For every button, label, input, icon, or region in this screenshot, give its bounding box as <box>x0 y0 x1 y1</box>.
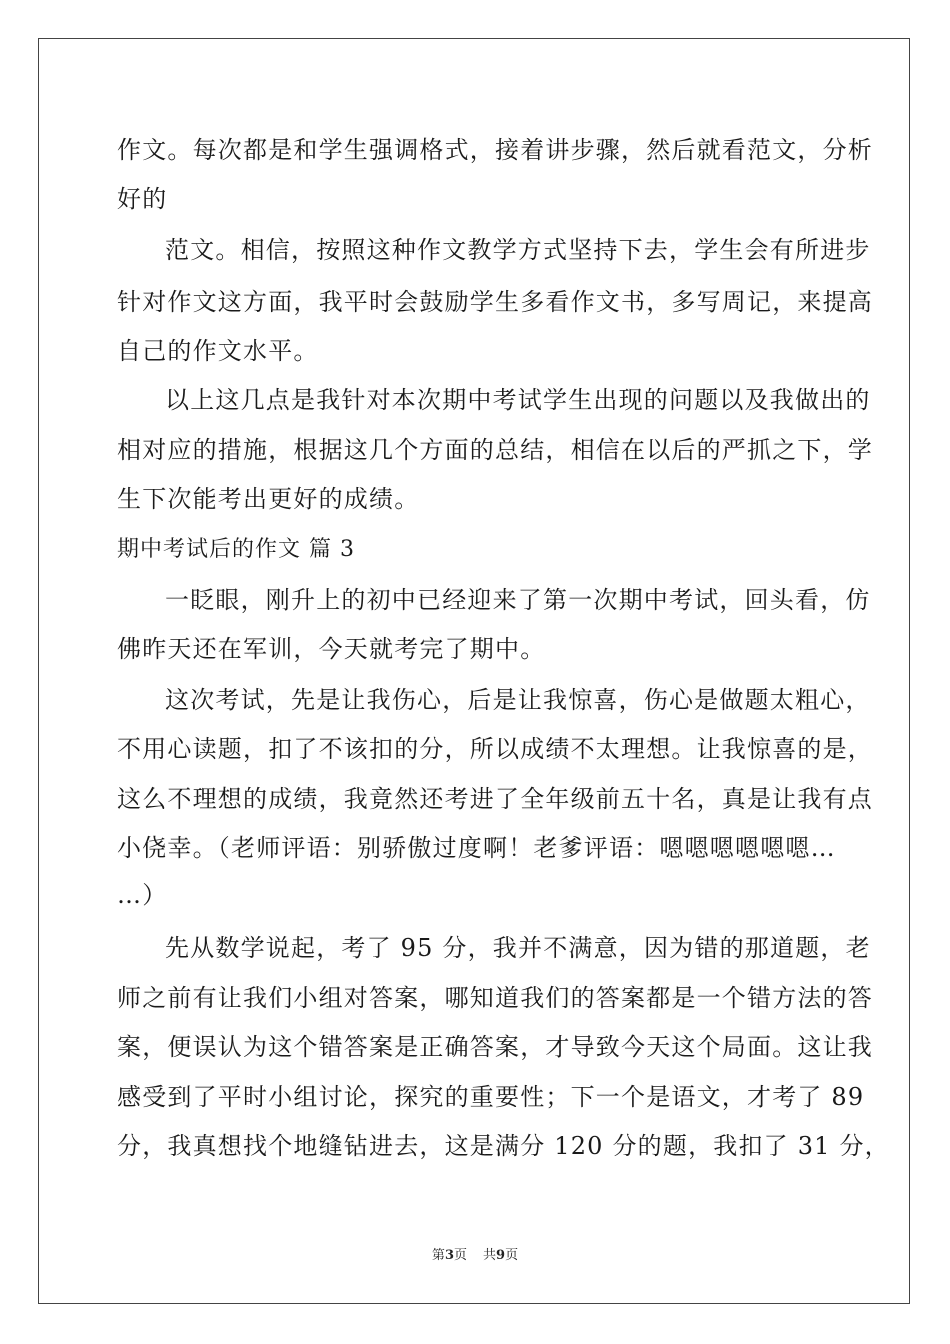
paragraph-line: 以上这几点是我针对本次期中考试学生出现的问题以及我做出的 <box>165 386 871 414</box>
text-line: 感受到了平时小组讨论，探究的重要性；下一个是语文，才考了 89 <box>117 1083 865 1111</box>
text-line: 好的 <box>117 185 168 213</box>
paragraph-line: 一眨眼，刚升上的初中已经迎来了第一次期中考试，回头看，仿 <box>165 586 871 614</box>
text-line: …） <box>117 881 168 909</box>
page-border <box>38 38 910 1304</box>
text-line: 这么不理想的成绩，我竟然还考进了全年级前五十名，真是让我有点 <box>117 785 873 813</box>
section-heading: 期中考试后的作文 篇 3 <box>117 537 355 562</box>
page-number: 第3页 <box>431 1248 467 1263</box>
paragraph-line: 这次考试，先是让我伤心，后是让我惊喜，伤心是做题太粗心， <box>165 686 871 714</box>
text-line: 小侥幸。（老师评语：别骄傲过度啊！老爹评语：嗯嗯嗯嗯嗯嗯… <box>117 834 836 862</box>
paragraph-line: 先从数学说起，考了 95 分，我并不满意，因为错的那道题，老 <box>165 934 871 962</box>
text-line: 不用心读题，扣了不该扣的分，所以成绩不太理想。让我惊喜的是， <box>117 735 873 763</box>
text-line: 佛昨天还在军训，今天就考完了期中。 <box>117 635 546 663</box>
text-line: 针对作文这方面，我平时会鼓励学生多看作文书，多写周记，来提高 <box>117 288 873 316</box>
page-footer <box>0 1247 950 1265</box>
text-line: 相对应的措施，根据这几个方面的总结，相信在以后的严抓之下，学 <box>117 436 873 464</box>
paragraph-line: 范文。相信，按照这种作文教学方式坚持下去，学生会有所进步 <box>165 236 871 264</box>
text-line: 分，我真想找个地缝钻进去，这是满分 120 分的题，我扣了 31 分， <box>117 1132 890 1160</box>
text-line: 自己的作文水平。 <box>117 337 319 365</box>
text-line: 生下次能考出更好的成绩。 <box>117 485 420 513</box>
text-line: 师之前有让我们小组对答案，哪知道我们的答案都是一个错方法的答 <box>117 984 873 1012</box>
text-line: 作文。每次都是和学生强调格式，接着讲步骤，然后就看范文，分析 <box>117 136 873 164</box>
page-total: 共9页 <box>483 1248 519 1263</box>
text-line: 案，便误认为这个错答案是正确答案，才导致今天这个局面。这让我 <box>117 1033 873 1061</box>
